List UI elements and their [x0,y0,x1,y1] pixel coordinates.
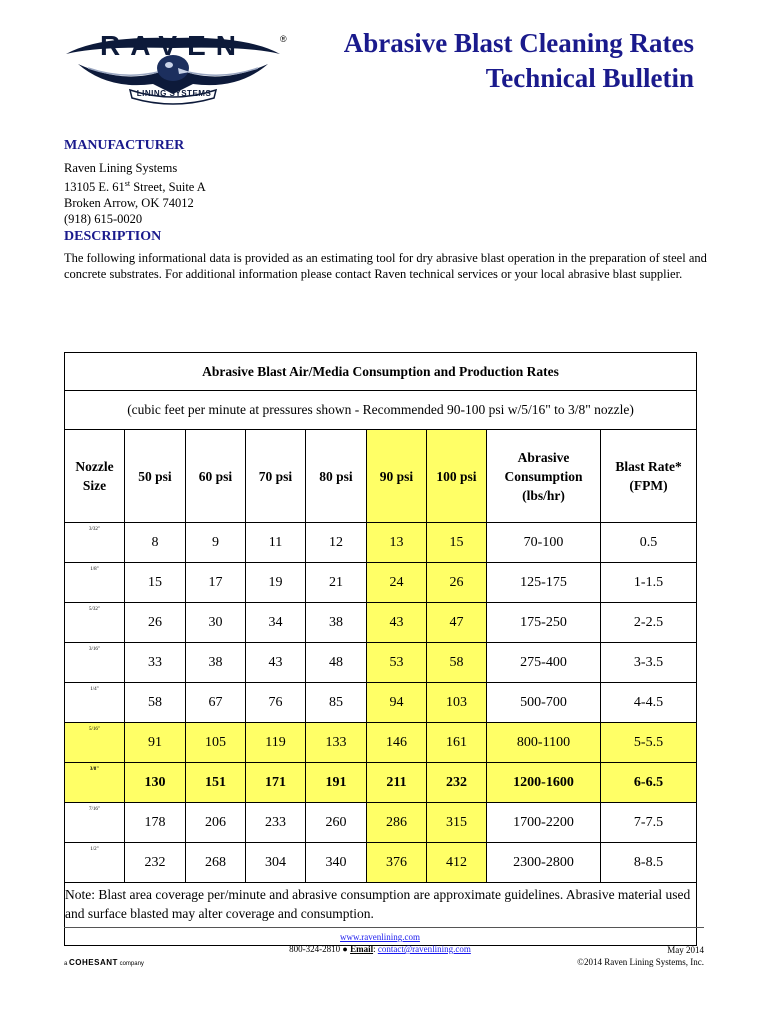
cell-blast-rate: 2-2.5 [601,603,697,643]
table-header-row [65,430,697,523]
logo-brand-text: RAVEN [100,30,246,61]
table-row [65,803,697,843]
cell-50psi: 130 [125,763,186,803]
cell-abrasive: 1700-2200 [487,803,601,843]
table-row-highlighted [65,763,697,803]
cell-blast-rate: 5-5.5 [601,723,697,763]
cell-blast-rate: 7-7.5 [601,803,697,843]
cell-abrasive: 125-175 [487,563,601,603]
cell-90psi: 146 [367,723,427,763]
cell-100psi: 58 [427,643,487,683]
header-80psi: 80 psi [306,430,367,523]
header-60psi: 60 psi [186,430,246,523]
cell-90psi: 376 [367,843,427,883]
cell-80psi: 340 [306,843,367,883]
cell-abrasive: 800-1100 [487,723,601,763]
cell-100psi: 315 [427,803,487,843]
cell-abrasive: 175-250 [487,603,601,643]
cell-70psi: 11 [246,523,306,563]
cell-50psi: 178 [125,803,186,843]
cohesant-wordmark: COHESANT [69,958,118,967]
cell-blast-rate: 0.5 [601,523,697,563]
cell-abrasive: 500-700 [487,683,601,723]
cell-90psi: 43 [367,603,427,643]
cell-blast-rate: 1-1.5 [601,563,697,603]
table-subcaption: (cubic feet per minute at pressures shown - Recommended 90-100 psi w/5/16" to 3/8" nozzle) [65,391,697,430]
cell-60psi: 9 [186,523,246,563]
document-title [344,26,694,96]
description-heading: DESCRIPTION [64,229,162,244]
cell-50psi: 58 [125,683,186,723]
cell-60psi: 38 [186,643,246,683]
footer-divider [64,927,704,928]
cell-70psi: 19 [246,563,306,603]
cell-80psi: 191 [306,763,367,803]
cell-abrasive: 70-100 [487,523,601,563]
cell-blast-rate: 8-8.5 [601,843,697,883]
bullet-icon: ● [342,944,348,954]
cell-60psi: 30 [186,603,246,643]
table-row [65,523,697,563]
cell-70psi: 233 [246,803,306,843]
manufacturer-phone: (918) 615-0020 [64,212,143,227]
manufacturer-heading: MANUFACTURER [64,138,185,153]
description-text: The following informational data is provided as an estimating tool for dry abrasive blast operation in the preparation of steel and concrete substrates. For additional information please contact Raven technical services or your local abrasive blast supplier. [64,251,707,281]
cell-60psi: 67 [186,683,246,723]
cell-100psi: 232 [427,763,487,803]
cell-60psi: 17 [186,563,246,603]
table-row [65,843,697,883]
cell-80psi: 38 [306,603,367,643]
header-70psi: 70 psi [246,430,306,523]
cell-blast-rate: 4-4.5 [601,683,697,723]
website-link[interactable]: www.ravenlining.com [340,932,420,942]
cell-50psi: 8 [125,523,186,563]
cell-90psi: 24 [367,563,427,603]
raven-logo [58,24,288,106]
nozzle-size-cell: 7/16" [65,803,125,843]
registered-mark: ® [280,34,287,44]
cell-60psi: 151 [186,763,246,803]
cell-90psi: 94 [367,683,427,723]
cell-60psi: 105 [186,723,246,763]
nozzle-size-cell: 3/32" [65,523,125,563]
email-label: Email [350,944,374,954]
manufacturer-address [64,160,206,227]
cell-blast-rate: 3-3.5 [601,643,697,683]
nozzle-size-cell: 5/16" [65,723,125,763]
cell-50psi: 33 [125,643,186,683]
nozzle-size-cell: 3/8" [65,763,125,803]
cell-abrasive: 275-400 [487,643,601,683]
cell-abrasive: 2300-2800 [487,843,601,883]
cell-90psi: 211 [367,763,427,803]
cell-70psi: 304 [246,843,306,883]
cell-90psi: 13 [367,523,427,563]
manufacturer-city: Broken Arrow, OK 74012 [64,196,194,211]
cell-100psi: 15 [427,523,487,563]
footer-date: May 2014 [667,945,704,955]
footer-right [577,944,704,968]
cell-70psi: 76 [246,683,306,723]
table-row-highlighted [65,723,697,763]
cell-70psi: 43 [246,643,306,683]
cell-80psi: 85 [306,683,367,723]
table-row [65,643,697,683]
cell-60psi: 268 [186,843,246,883]
table-row [65,603,697,643]
email-link[interactable]: contact@ravenlining.com [377,944,471,954]
cell-80psi: 48 [306,643,367,683]
cell-90psi: 53 [367,643,427,683]
cell-100psi: 103 [427,683,487,723]
header-abrasive-consumption: Abrasive Consumption (lbs/hr) [487,430,601,523]
cell-100psi: 26 [427,563,487,603]
cell-100psi: 47 [427,603,487,643]
cell-100psi: 161 [427,723,487,763]
cell-blast-rate: 6-6.5 [601,763,697,803]
nozzle-size-cell: 1/2" [65,843,125,883]
nozzle-size-cell: 5/32" [65,603,125,643]
title-line-1: Abrasive Blast Cleaning Rates [343,28,694,58]
table-caption: Abrasive Blast Air/Media Consumption and Production Rates [65,353,697,391]
header-blast-rate: Blast Rate* (FPM) [601,430,697,523]
table-note: Note: Blast area coverage per/minute and abrasive consumption are approximate guidelines. Abrasive material used and surface blasted may alter coverage and consumption. [65,883,697,946]
cell-60psi: 206 [186,803,246,843]
cell-70psi: 119 [246,723,306,763]
cell-80psi: 133 [306,723,367,763]
header-100psi: 100 psi [427,430,487,523]
cell-50psi: 15 [125,563,186,603]
nozzle-size-cell: 3/16" [65,643,125,683]
nozzle-size-cell: 1/8" [65,563,125,603]
title-line-2: Technical Bulletin [485,63,694,93]
manufacturer-name: Raven Lining Systems [64,161,178,175]
cell-100psi: 412 [427,843,487,883]
cell-80psi: 260 [306,803,367,843]
nozzle-size-cell: 1/4" [65,683,125,723]
header-90psi: 90 psi [367,430,427,523]
blast-rates-table [64,352,697,946]
table-row [65,563,697,603]
cohesant-logo: a COHESANT company [64,958,144,967]
cell-90psi: 286 [367,803,427,843]
logo-sub-text: LINING SYSTEMS [136,89,212,98]
cell-50psi: 232 [125,843,186,883]
manufacturer-street: 13105 E. 61st Street, Suite A [64,179,206,195]
cell-80psi: 12 [306,523,367,563]
cell-70psi: 171 [246,763,306,803]
cell-80psi: 21 [306,563,367,603]
footer-contact: www.ravenlining.com 800-324-2810 ● Email: contact@ravenlining.com [289,932,471,954]
cell-abrasive: 1200-1600 [487,763,601,803]
cell-50psi: 91 [125,723,186,763]
header-nozzle-size: Nozzle Size [65,430,125,523]
cell-50psi: 26 [125,603,186,643]
cell-70psi: 34 [246,603,306,643]
header-50psi: 50 psi [125,430,186,523]
table-row [65,683,697,723]
footer-phone: 800-324-2810 [289,944,341,954]
footer-copyright: ©2014 Raven Lining Systems, Inc. [577,957,704,967]
